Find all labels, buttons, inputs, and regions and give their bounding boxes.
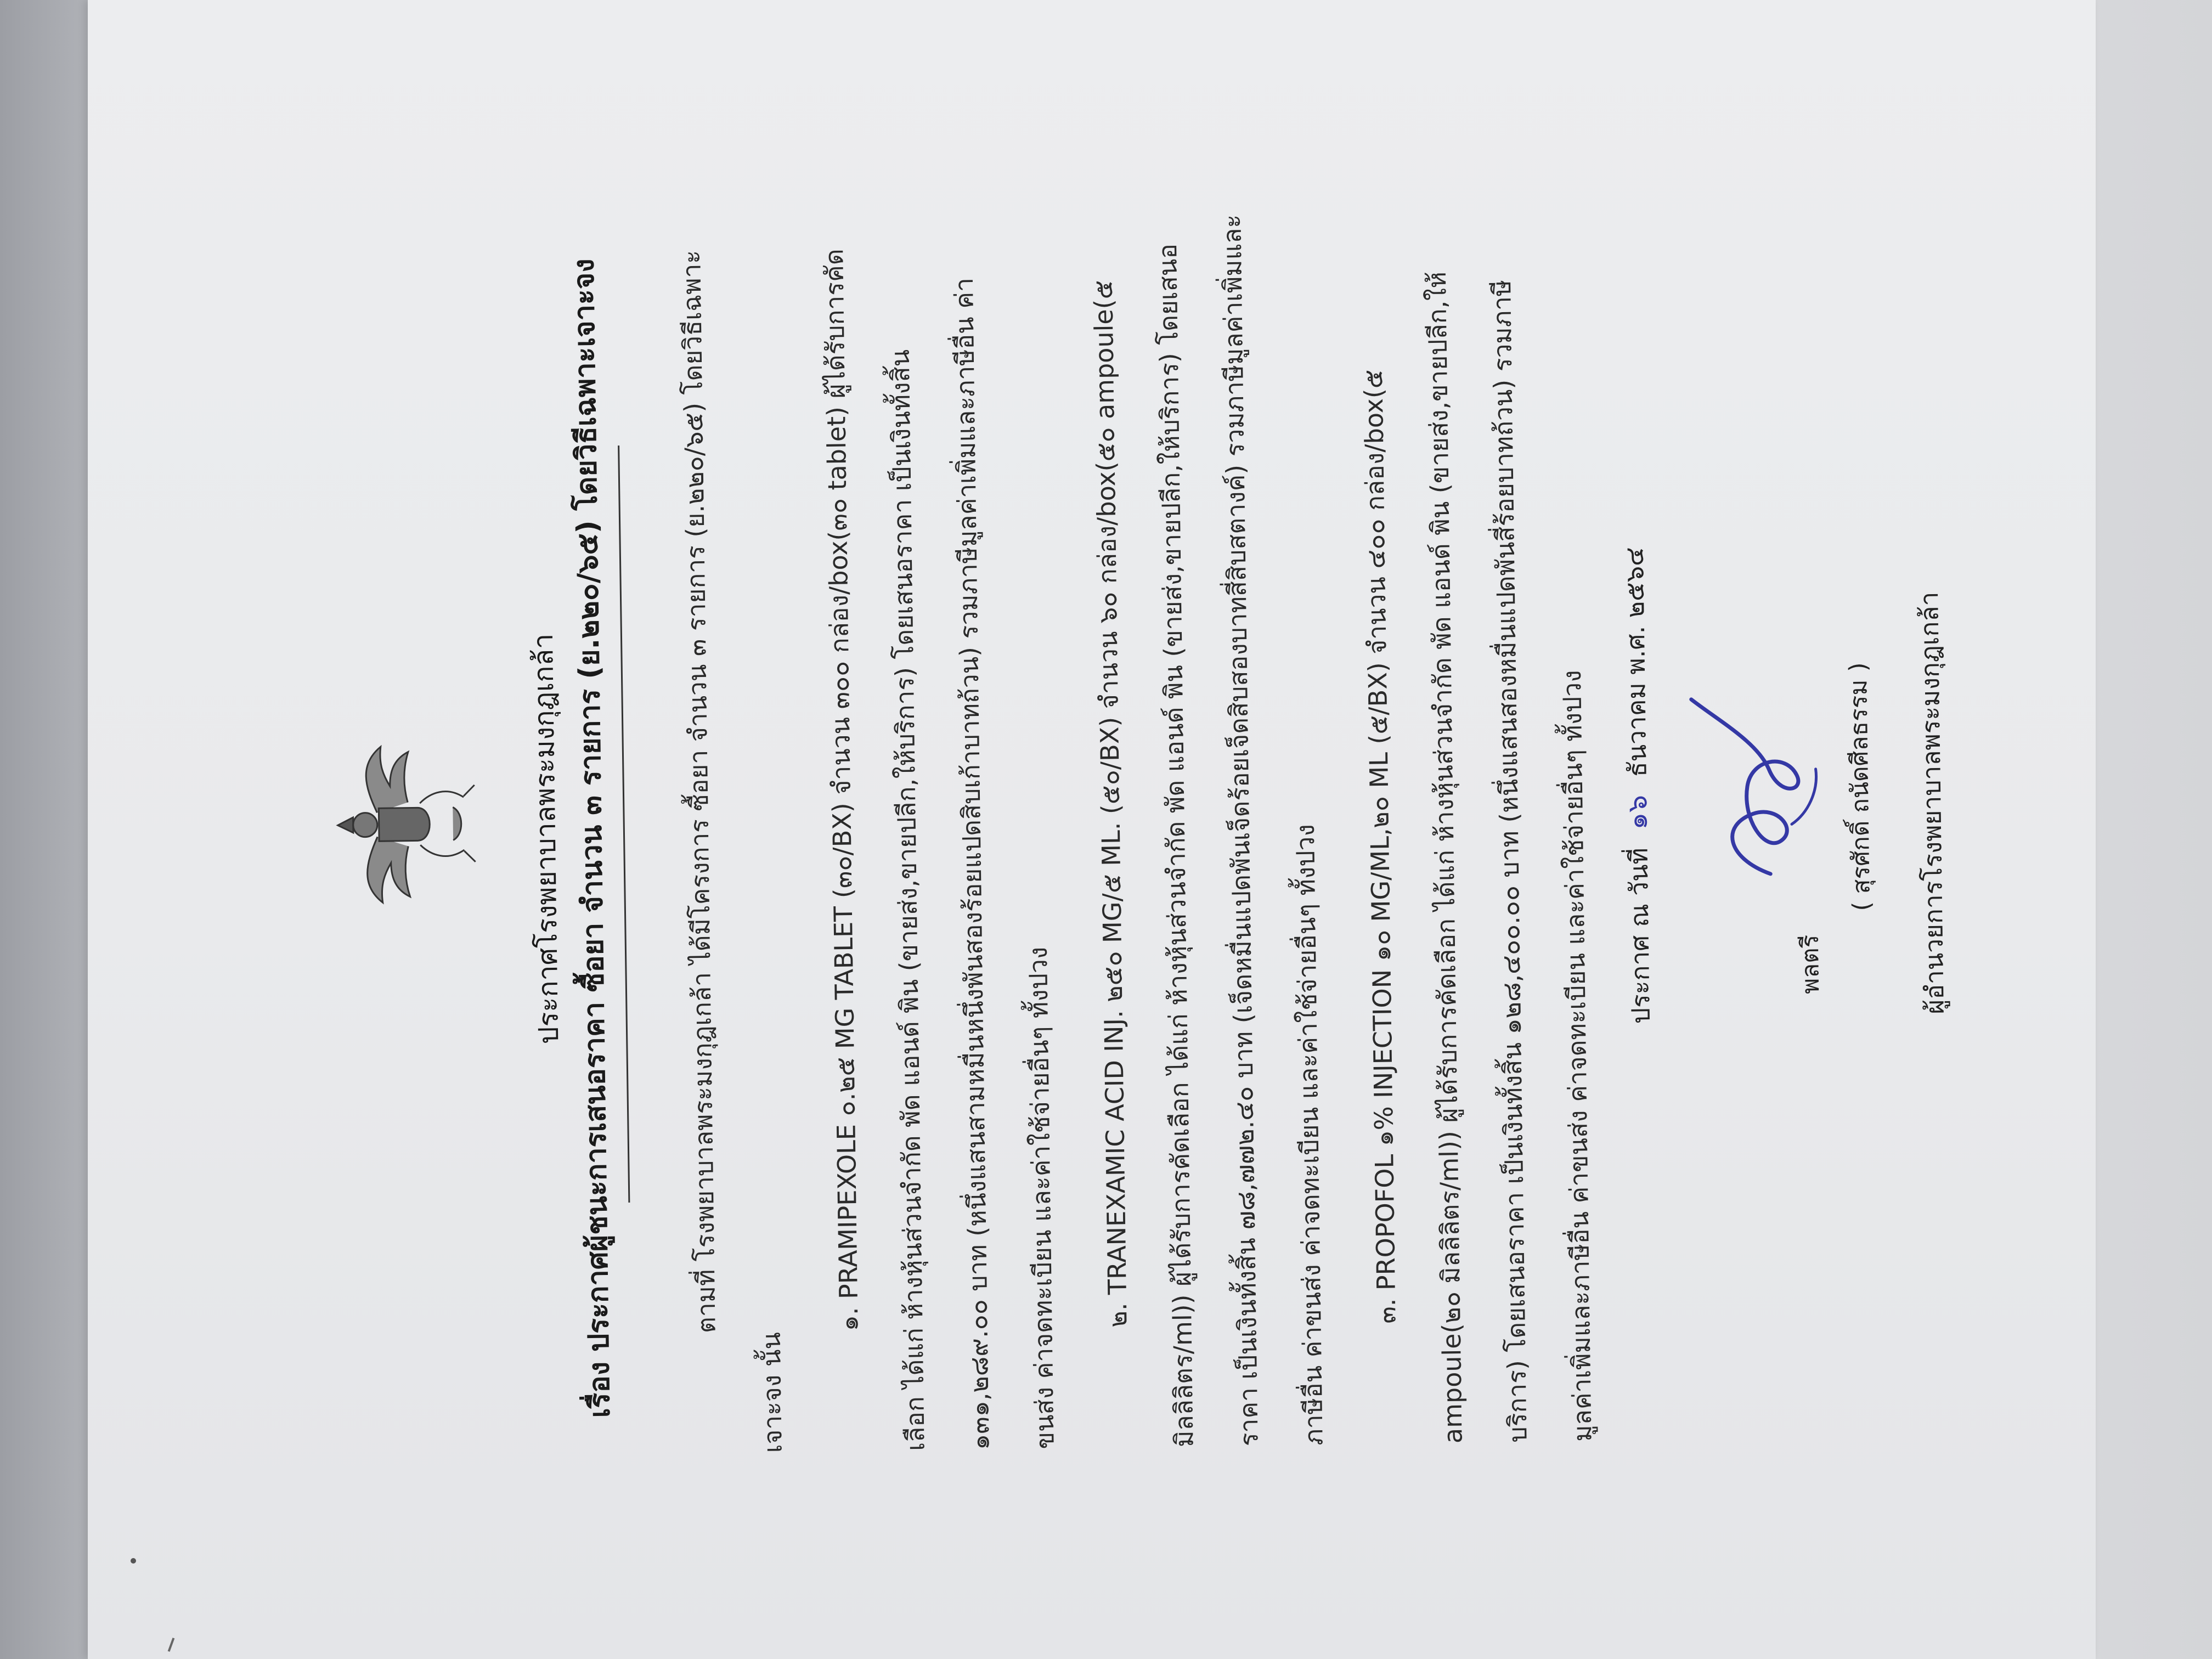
rotated-document — [278, 35, 2153, 1624]
intro-line-2: เจาะจง นั้น — [756, 1331, 788, 1453]
handwritten-signature — [1658, 675, 1842, 909]
item-paragraph-3 — [1338, 103, 1615, 1444]
item-2-line-4: ภาษีอื่น ค่าขนส่ง ค่าจดทะเบียน และค่าใช้จ่ายอื่นๆ ทั้งปวง — [1290, 823, 1329, 1446]
announcement-suffix: ธันวาคม พ.ศ. ๒๕๖๔ — [1619, 546, 1652, 777]
paper-sheet — [88, 0, 2096, 1659]
item-3-line-3: บริการ) โดยเสนอราคา เป็นเงินทั้งสิ้น ๑๒๘,๔๐๐.๐๐ บาท (หนึ่งแสนสองหมื่นแปดพันสี่ร้อยบาทถ้วน) รวมภาษี — [1487, 279, 1533, 1443]
item-2-line-3: ราคา เป็นเงินทั้งสิ้น ๗๘,๗๗๒.๔๐ บาท (เจ็ดหมื่นแปดพันเจ็ดร้อยเจ็ดสิบสองบาทสี่สิบสตางค์) รวมภาษีมูลค่าเพิ่มและ — [1217, 214, 1264, 1447]
garuda-emblem-icon — [326, 741, 482, 908]
paper-dot — [131, 1558, 136, 1564]
signer-rank: พลตรี — [1796, 934, 1825, 995]
item-1-line-4: ขนส่ง ค่าจดทะเบียน และค่าใช้จ่ายอื่นๆ ทั้งปวง — [1023, 946, 1060, 1449]
item-paragraph-1 — [800, 110, 1077, 1452]
intro-line-1: ตามที่ โรงพยาบาลพระมงกุฎเกล้า ได้มีโครงการ ซื้อยา จำนวน ๓ รายการ (ย.๒๒๐/๖๕) โดยวิธีเฉพาะ — [676, 250, 721, 1334]
item-3-line-4: มูลค่าเพิ่มและภาษีอื่น ค่าขนส่ง ค่าจดทะเบียน และค่าใช้จ่ายอื่นๆ ทั้งปวง — [1557, 670, 1598, 1442]
item-1-line-3: ๑๓๑,๒๘๙.๐๐ บาท (หนึ่งแสนสามหมื่นหนึ่งพันสองร้อยแปดสิบเก้าบาทถ้วน) รวมภาษีมูลค่าเพิ่มและภาษีอื่น ค่า — [949, 277, 995, 1451]
title-underline — [618, 445, 630, 1203]
signer-name: ( สุรศักดิ์ ถนัดศีลธรรม ) — [1844, 662, 1876, 911]
document-subject: เรื่อง ประกาศผู้ชนะการเสนอราคา ซื้อยา จำนวน ๓ รายการ (ย.๒๒๐/๖๕) โดยวิธีเฉพาะเจาะจง — [567, 258, 617, 1418]
item-1-line-2: เลือก ได้แก่ ห้างหุ้นส่วนจำกัด พัด แอนด์ พิน (ขายส่ง,ขายปลีก,ให้บริการ) โดยเสนอราคา เป็นเงินทั้งสิ้น — [885, 349, 930, 1452]
announcement-day: ๑๖ — [1621, 794, 1654, 831]
announcement-prefix: ประกาศ ณ วันที่ — [1623, 847, 1656, 1024]
announcement-date — [1612, 547, 1662, 1024]
item-3-line-1: ๓. PROPOFOL ๑% INJECTION ๑๐ MG/ML,๒๐ ML (๕/BX) จำนวน ๔๐๐ กล่อง/box(๕ — [1358, 369, 1402, 1324]
intro-paragraph — [657, 114, 805, 1454]
item-paragraph-2 — [1069, 106, 1346, 1448]
item-3-line-2: ampoule(๒๐ มิลลิลิตร/ml)) ผู้ได้รับการคัดเลือก ได้แก่ ห้างหุ้นส่วนจำกัด พัด แอนด์ พิน (ขายส่ง,ขายปลีก,ให้ — [1421, 271, 1468, 1444]
item-2-line-1: ๒. TRANEXAMIC ACID INJ. ๒๕๐ MG/๕ ML. (๕๐/BX) จำนวน ๖๐ กล่อง/box(๕๐ ampoule(๕ — [1088, 280, 1133, 1328]
item-1-line-1: ๑. PRAMIPEXOLE ๐.๒๕ MG TABLET (๓๐/BX) จำนวน ๓๐๐ กล่อง/box(๓๐ tablet) ผู้ได้รับการคัด — [819, 249, 864, 1331]
paper-tick — [168, 1638, 175, 1652]
document-title: ประกาศโรงพยาบาลพระมงกุฎเกล้า — [527, 633, 565, 1045]
signer-position: ผู้อำนวยการโรงพยาบาลพระมงกุฎเกล้า — [1914, 591, 1950, 1015]
item-2-line-2: มิลลิลิตร/ml)) ผู้ได้รับการคัดเลือก ได้แก่ ห้างหุ้นส่วนจำกัด พัด แอนด์ พิน (ขายส่ง,ขายปลีก,ให้บริการ) โดยเสนอ — [1153, 243, 1199, 1448]
